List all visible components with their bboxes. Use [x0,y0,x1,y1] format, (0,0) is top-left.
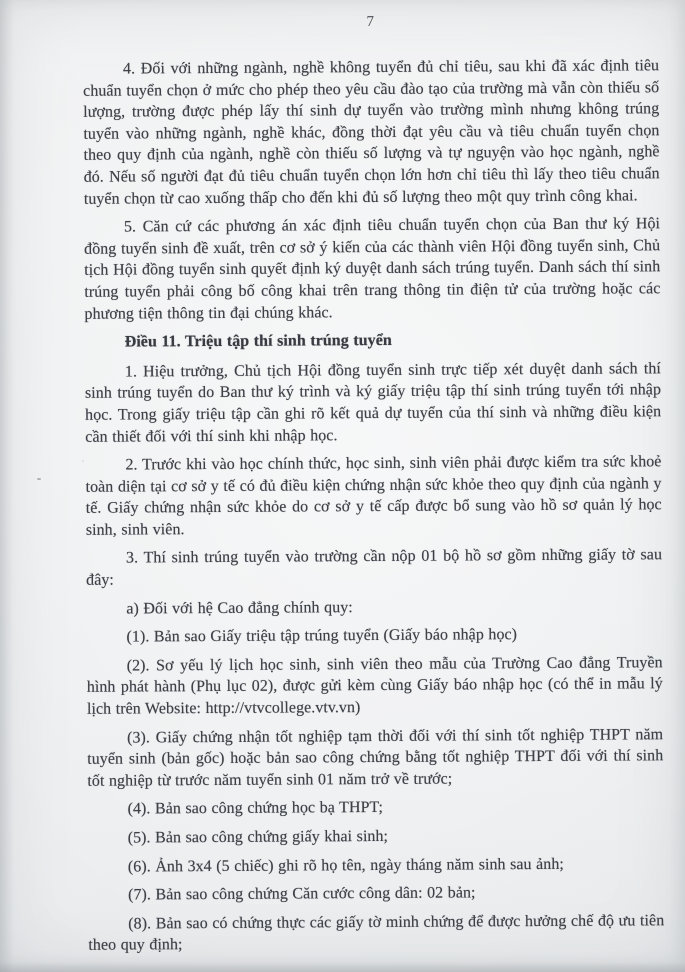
item-a-cao-dang-chinh-quy: a) Đối với hệ Cao đẳng chính quy: [126,598,353,618]
clause-5-paragraph: 5. Căn cứ các phương án xác định tiêu chuẩn tuyển chọn của Ban thư ký Hội đồng tuyển sinh đề xuất, trên cơ sở ý kiến của các thành viên Hội đồng tuyển sinh, Chủ tịch Hội đồng tuyển sinh quyết định ký duyệt danh sách trúng tuyển. Danh sách thí sinh trúng tuyển phải công bố công khai trên trang thông tin điện tử của trường hoặc các phương tiện thông tin đại chúng khác. [84,215,661,323]
document-item-4: (4). Bản sao công chứng học bạ THPT; [127,799,384,818]
article-11-heading: Điều 11. Triệu tập thí sinh trúng tuyển [124,332,392,351]
document-item-3: (3). Giấy chứng nhận tốt nghiệp tạm thời đối với thí sinh tốt nghiệp THPT năm tuyển sinh (bản gốc) hoặc bản sao công chứng bằng tốt nghiệp THPT đối với thí sinh tốt nghiệp từ trước năm tuyển sinh 01 năm trở về trước; [87,725,664,790]
document-item-7: (7). Bản sao công chứng Căn cước công dân: 02 bản; [128,884,476,904]
document-item-5: (5). Bản sao công chứng giấy khai sinh; [127,827,389,847]
document-item-1: (1). Bản sao Giấy triệu tập trúng tuyển (Giấy báo nhập học) [126,626,518,646]
page-number: 7 [366,13,376,31]
page-content [83,12,665,963]
article-11-clause-2: 2. Trước khi vào học chính thức, học sinh, sinh viên phải được kiểm tra sức khoẻ toàn diện tại cơ sở y tế có đủ điều kiện chứng nhận sức khỏe theo quy định của ngành y tế. Giấy chứng nhận sức khỏe do cơ sở y tế cấp được bổ sung vào hồ sơ quản lý học sinh, sinh viên. [85,453,662,539]
document-item-2: (2). Sơ yếu lý lịch học sinh, sinh viên theo mẫu của Trường Cao đẳng Truyền hình phát hành (Phụ lục 02), được gửi kèm cùng Giấy báo nhập học (có thể in mẫu lý lịch trên Website: http://vtvcollege.vtv.vn) [86,654,663,718]
article-11-clause-3: 3. Thí sinh trúng tuyển vào trường cần nộp 01 bộ hồ sơ gồm những giấy tờ sau đây: [86,546,663,589]
scan-edge-shadow-left [0,0,14,972]
clause-4-paragraph: 4. Đối với những ngành, nghề không tuyển đủ chỉ tiêu, sau khi đã xác định tiêu chuẩn tuyển chọn ở mức cho phép theo yêu cầu đào tạo của trường mà vẫn còn thiếu số lượng, trường được phép lấy thí sinh dự tuyển vào trường mình nhưng không trúng tuyển vào những ngành, nghề khác, đồng thời đạt yêu cầu và tiêu chuẩn tuyển chọn theo quy định của ngành, nghề còn thiếu số lượng và tự nguyện vào học ngành, nghề đó. Nếu số người đạt đủ tiêu chuẩn tuyển chọn lớn hơn chỉ tiêu thì lấy theo tiêu chuẩn tuyển chọn từ cao xuống thấp cho đến khi đủ số lượng theo một quy trình công khai. [83,57,660,208]
scan-speck [37,478,41,480]
document-item-6: (6). Ảnh 3x4 (5 chiếc) ghi rõ họ tên, ngày tháng năm sinh sau ảnh; [127,855,564,876]
document-item-8: (8). Bản sao có chứng thực các giấy tờ minh chứng để được hưởng chế độ ưu tiên theo quy định; [88,912,665,955]
article-11-clause-1: 1. Hiệu trưởng, Chủ tịch Hội đồng tuyển sinh trực tiếp xét duyệt danh sách thí sinh trúng tuyển do Ban thư ký trình và ký giấy triệu tập thí sinh trúng tuyển tới nhập học. Trong giấy triệu tập cần ghi rõ kết quả dự tuyển của thí sinh và những điều kiện cần thiết đối với thí sinh khi nhập học. [84,359,662,446]
scan-speck [82,460,84,462]
